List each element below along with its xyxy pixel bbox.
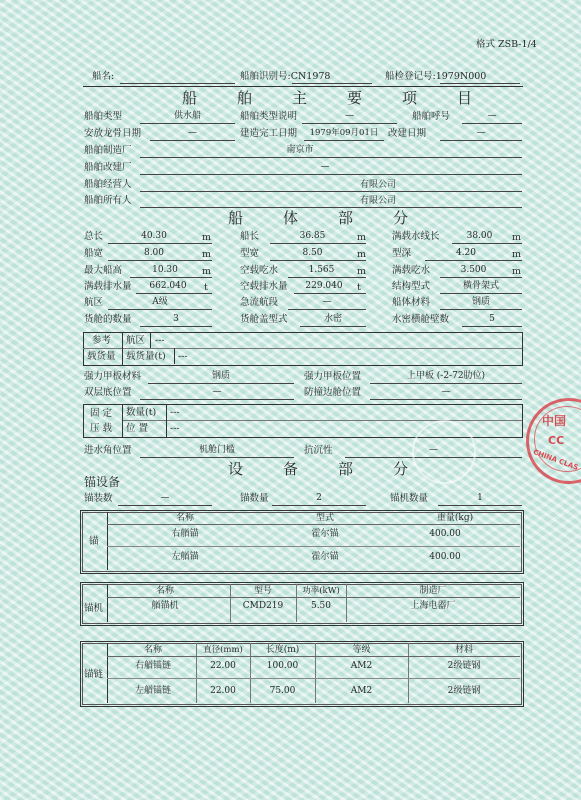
- chain-col-name: 名称: [143, 645, 162, 655]
- underline: [292, 83, 372, 84]
- underline: [140, 191, 522, 192]
- underline: [108, 309, 212, 310]
- table-cell: 2级链钢: [447, 686, 481, 696]
- light-draft-label: 空载吃水: [240, 265, 279, 276]
- material-label: 船体材料: [392, 297, 431, 308]
- windlass-col-name: 名称: [155, 586, 174, 596]
- watermark-seal: [412, 420, 476, 484]
- breadth-value: 8.00: [143, 248, 165, 258]
- registration-number: 船检登记号:1979N000: [385, 71, 487, 82]
- depth-label: 型深: [392, 248, 412, 259]
- form-number: 格式 ZSB-1/4: [476, 39, 537, 50]
- table-cell: 右艏锚: [171, 529, 199, 539]
- underline: [108, 243, 212, 244]
- underline: [108, 260, 212, 261]
- ballast-pos-value: ---: [170, 423, 180, 434]
- holds-value: 3: [173, 314, 179, 324]
- underline: [462, 326, 522, 327]
- chain-col-diameter: 直径(mm): [203, 645, 243, 655]
- underline: [270, 243, 366, 244]
- table-cell: 5.50: [310, 601, 332, 611]
- ballast-qty-label: 数量(t): [126, 407, 157, 418]
- lwl-value: 38.00: [466, 231, 493, 241]
- underline: [140, 207, 522, 208]
- hatch-label: 货舱盖型式: [240, 314, 288, 325]
- built-value: 1979年09月01日: [309, 128, 379, 138]
- ref-area-value: ---: [155, 335, 165, 346]
- cargo-label: 载货量: [87, 351, 116, 362]
- rule: [122, 332, 123, 365]
- mbreadth-value: 8.50: [302, 248, 323, 258]
- table-cell: 霍尔锚: [311, 552, 339, 562]
- breadth-label: 船宽: [84, 248, 104, 259]
- rule: [107, 546, 520, 547]
- underline: [452, 243, 522, 244]
- unit: m: [357, 266, 367, 277]
- anchor-col-name: 名称: [175, 513, 194, 523]
- owner-label: 船舶所有人: [84, 195, 132, 206]
- reference-label: 参考: [92, 335, 112, 346]
- rebuilt-value: —: [476, 128, 486, 138]
- callsign-label: 船舶呼号: [412, 111, 451, 122]
- rule: [122, 420, 522, 421]
- underline: [462, 123, 522, 124]
- light-disp-value: 229.040: [305, 281, 343, 291]
- chain-col-length: 长度(m): [265, 645, 300, 655]
- underline: [148, 383, 294, 384]
- anchor-count-label: 锚数量: [240, 493, 269, 504]
- underline: [150, 140, 235, 141]
- chain-table-side-label: 锚链: [84, 669, 104, 680]
- builder-value: 南京市: [286, 145, 314, 155]
- section-title-hull: 船体部分: [228, 209, 449, 227]
- anchor-equipment-title: 锚设备: [84, 475, 121, 489]
- underline: [118, 505, 212, 506]
- max-height-label: 最大船高: [84, 265, 123, 276]
- anchor-col-weight: 重量(kg): [436, 513, 474, 523]
- ballast-qty-value: ---: [170, 407, 180, 418]
- rule: [83, 86, 523, 87]
- table-cell: 艏锚机: [151, 601, 179, 611]
- table-cell: AM2: [350, 661, 373, 671]
- lwl-label: 满载水线长: [392, 231, 440, 242]
- rule: [150, 332, 151, 348]
- table-cell: 400.00: [429, 552, 461, 562]
- max-height-value: 10.30: [152, 265, 178, 275]
- anchor-count-value: 2: [316, 493, 322, 503]
- table-cell: 上海电器厂: [410, 601, 456, 611]
- rule: [122, 404, 123, 437]
- unit: m: [202, 232, 212, 243]
- stamp-clip: [526, 398, 581, 488]
- underline: [140, 326, 212, 327]
- callsign-value: —: [487, 111, 497, 121]
- underline: [425, 260, 522, 261]
- ref-cap-label: 载货量(t): [126, 351, 166, 362]
- underline: [440, 277, 522, 278]
- full-disp-label: 满载排水量: [84, 281, 132, 292]
- depth-value: 4.20: [455, 248, 477, 258]
- operator-value: 有限公司: [360, 180, 397, 190]
- lbp-value: 36.85: [299, 231, 326, 241]
- flooding-angle-label: 进水角位置: [84, 445, 132, 456]
- underline: [440, 140, 522, 141]
- rule: [107, 524, 520, 525]
- table-cell: 霍尔锚: [311, 529, 339, 539]
- structure-value: 横骨架式: [462, 281, 499, 291]
- unit: m: [512, 266, 522, 277]
- unit: m: [202, 266, 212, 277]
- rule: [83, 348, 522, 349]
- fixed-label: 固 定: [90, 408, 113, 419]
- operator-label: 船舶经营人: [84, 179, 132, 190]
- unit: m: [357, 249, 367, 260]
- rule: [166, 404, 167, 437]
- table-cell: 100.00: [266, 661, 299, 671]
- chain-col-material: 材料: [454, 645, 473, 655]
- table-cell: CMD219: [242, 601, 284, 611]
- modifier-value: —: [320, 162, 330, 172]
- underline: [440, 293, 522, 294]
- section-title-main-items: 船舶主要项目: [182, 89, 513, 107]
- structure-label: 结构型式: [392, 281, 431, 292]
- underline: [370, 383, 522, 384]
- full-draft-value: 3.500: [460, 265, 487, 275]
- unit: t: [357, 282, 361, 293]
- underline: [140, 457, 294, 458]
- table-cell: 右艏锚链: [134, 661, 171, 671]
- underline: [302, 123, 397, 124]
- underline: [288, 309, 366, 310]
- unit: m: [357, 232, 367, 243]
- rule: [107, 584, 108, 622]
- underline: [304, 140, 384, 141]
- holds-label: 货舱的数量: [84, 314, 132, 325]
- underline: [440, 83, 520, 84]
- windlass-table-side-label: 锚机: [84, 603, 104, 614]
- type-desc-label: 船舶类型说明: [240, 111, 298, 122]
- table-cell: 左艏锚链: [134, 686, 171, 696]
- underline: [140, 123, 235, 124]
- light-draft-value: 1.565: [308, 265, 335, 275]
- bulkhead-value: 5: [489, 314, 495, 324]
- ref-area-label: 航区: [126, 335, 146, 346]
- underline: [272, 505, 366, 506]
- table-cell: AM2: [350, 686, 373, 696]
- stamp-text-3: CHINA CLAS: [532, 448, 580, 472]
- rule: [174, 348, 175, 364]
- rapid-value: —: [322, 297, 332, 307]
- light-disp-label: 空载排水量: [240, 281, 288, 292]
- windlass-count-label: 锚机数量: [390, 493, 429, 504]
- table-cell: 左艏锚: [171, 552, 199, 562]
- unit: t: [204, 282, 208, 293]
- rule: [107, 512, 108, 570]
- full-draft-label: 满载吃水: [392, 265, 431, 276]
- collision-label: 防撞边舱位置: [304, 387, 362, 398]
- ship-id: 船舶识别号:CN1978: [240, 71, 331, 82]
- double-bottom-value: —: [212, 387, 222, 397]
- mooring-label: 锚装数: [84, 493, 113, 504]
- flooding-angle-value: 机舱门槛: [198, 445, 235, 455]
- strength-deck-position-label: 强力甲板位置: [304, 371, 362, 382]
- strength-deck-material-value: 钢质: [211, 371, 230, 381]
- table-cell: 22.00: [210, 661, 236, 671]
- windlass-col-maker: 制造厂: [419, 586, 447, 596]
- unit: m: [512, 232, 522, 243]
- material-value: 钢质: [471, 297, 490, 307]
- ref-cap-value: ---: [178, 351, 188, 362]
- double-bottom-label: 双层底位置: [84, 387, 132, 398]
- lbp-label: 船长: [240, 231, 260, 242]
- rule: [107, 597, 520, 598]
- rebuilt-label: 改建日期: [388, 128, 427, 139]
- underline: [294, 293, 366, 294]
- windlass-col-model: 型号: [253, 586, 272, 596]
- rule: [107, 656, 520, 657]
- underline: [140, 157, 522, 158]
- builder-label: 船舶制造厂: [84, 145, 132, 156]
- area-value: A级: [152, 297, 168, 307]
- built-label: 建造完工日期: [240, 128, 298, 139]
- subdivision-label: 抗沉性: [304, 445, 333, 456]
- underline: [130, 277, 212, 278]
- anchor-table-side-label: 锚: [89, 536, 99, 547]
- loa-value: 40.30: [141, 231, 167, 241]
- underline: [270, 260, 366, 261]
- windlass-count-value: 1: [477, 493, 483, 503]
- strength-deck-position-value: 上甲板 (-2-72肋位): [406, 371, 486, 381]
- type-value: 供水船: [173, 111, 201, 121]
- underline: [288, 277, 366, 278]
- type-desc-value: —: [345, 111, 354, 121]
- loa-label: 总长: [84, 231, 104, 242]
- underline: [300, 326, 366, 327]
- subdivision-value: —: [429, 445, 438, 455]
- underline: [136, 293, 212, 294]
- table-cell: 75.00: [269, 686, 296, 696]
- underline: [438, 505, 522, 506]
- unit: m: [512, 249, 522, 260]
- stamp-text-2: CC: [548, 434, 565, 447]
- full-disp-value: 662.040: [149, 281, 187, 291]
- ship-name-label: 船名:: [92, 71, 115, 82]
- underline: [140, 399, 294, 400]
- windlass-col-power: 功率(kW): [302, 586, 340, 596]
- owner-value: 有限公司: [360, 196, 397, 206]
- area-label: 航区: [84, 297, 104, 308]
- modifier-label: 船舶改建厂: [84, 162, 132, 173]
- stamp-text-1: 中国: [542, 414, 567, 428]
- rapid-label: 急流航段: [240, 297, 279, 308]
- type-label: 船舶类型: [84, 111, 123, 122]
- section-title-equipment: 设备部分: [228, 460, 449, 478]
- rule: [107, 678, 520, 679]
- mbreadth-label: 型宽: [240, 248, 260, 259]
- bulkhead-label: 水密横舱壁数: [392, 314, 450, 325]
- anchor-col-type: 型式: [315, 513, 334, 523]
- underline: [140, 174, 522, 175]
- ballast-pos-label: 位 置: [126, 423, 149, 434]
- underline: [370, 399, 522, 400]
- rule: [107, 643, 108, 703]
- underline: [120, 83, 235, 84]
- collision-value: —: [441, 387, 451, 397]
- keel-label: 安放龙骨日期: [84, 128, 142, 139]
- unit: m: [202, 249, 212, 260]
- table-cell: 22.00: [210, 686, 236, 696]
- hatch-value: 水密: [323, 314, 342, 324]
- table-cell: 2级链钢: [447, 661, 481, 671]
- strength-deck-material-label: 强力甲板材料: [84, 371, 142, 382]
- keel-value: —: [188, 128, 197, 138]
- mooring-value: —: [160, 493, 170, 503]
- chain-col-grade: 等级: [352, 645, 371, 655]
- underline: [440, 309, 522, 310]
- table-cell: 400.00: [429, 529, 461, 539]
- ballast-label: 压 载: [90, 423, 113, 434]
